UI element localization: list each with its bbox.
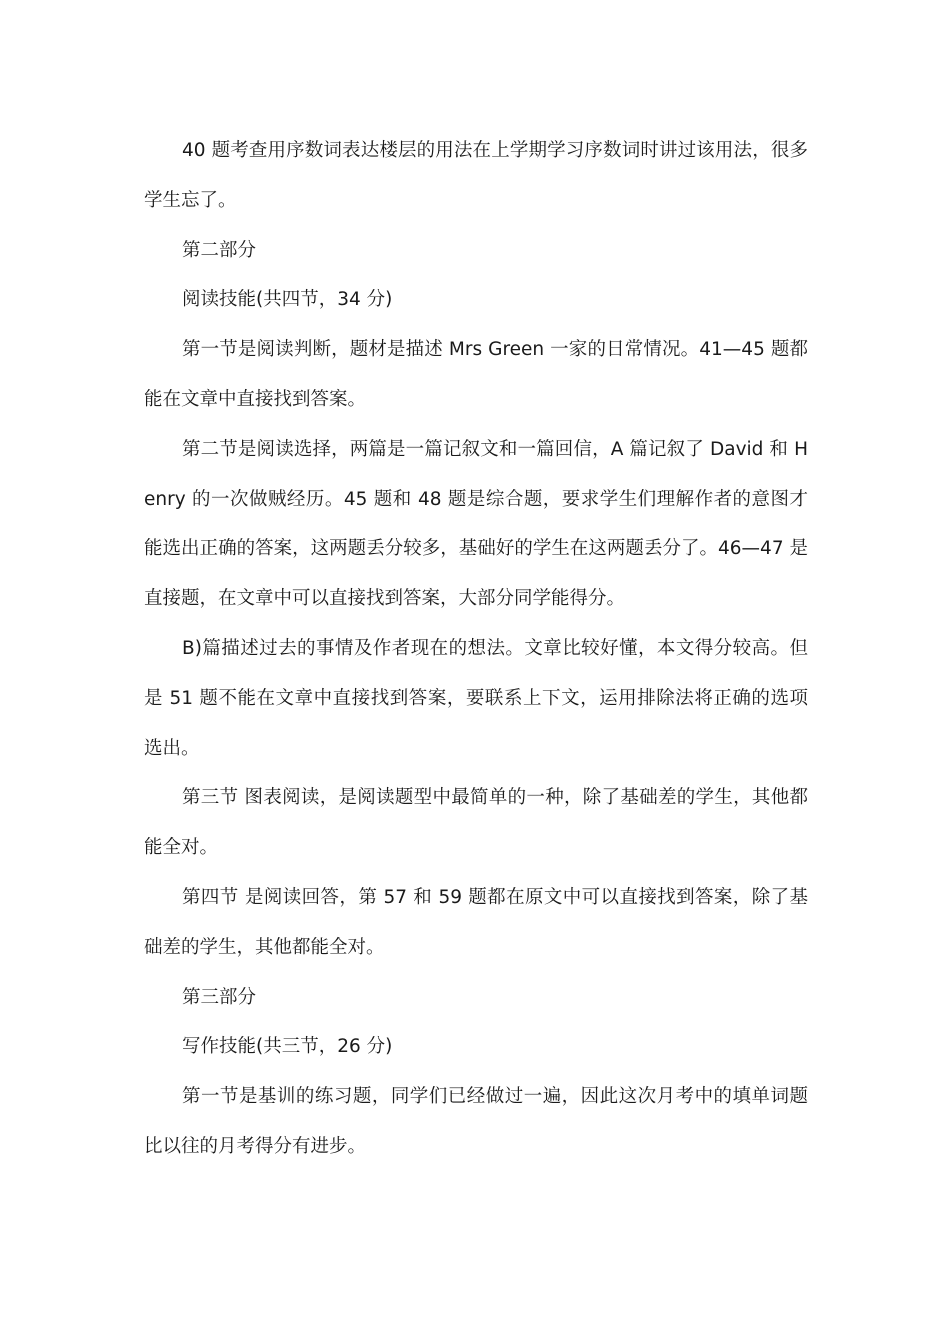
- section-heading-part-two: 第二部分: [182, 239, 257, 261]
- paragraph-reading-section-three: 第三节 图表阅读，是阅读题型中最简单的一种，除了基础差的学生，其他都能全对。: [144, 787, 808, 859]
- paragraph-reading-section-four: 第四节 是阅读回答，第 57 和 59 题都在原文中可以直接找到答案，除了基础差的学生，其他都能全对。: [144, 886, 808, 958]
- paragraph-passage-b: B)篇描述过去的事情及作者现在的想法。文章比较好懂，本文得分较高。但是 51 题不能在文章中直接找到答案，要联系上下文，运用排除法将正确的选项选出。: [144, 637, 808, 759]
- paragraph-writing-section-one: 第一节是基训的练习题，同学们已经做过一遍，因此这次月考中的填单词题比以往的月考得分有进步。: [144, 1086, 808, 1157]
- paragraph-reading-section-two: 第二节是阅读选择，两篇是一篇记叙文和一篇回信，A 篇记叙了 David 和 Henry 的一次做贼经历。45 题和 48 题是综合题，要求学生们理解作者的意图才能选出正确的答案，这两题丢分较多，基础好的学生在这两题丢分了。46—47 是直接题，在文章中可以直接找到答案，大部分同学能得分。: [144, 438, 808, 610]
- paragraph-q40-analysis: 40 题考查用序数词表达楼层的用法在上学期学习序数词时讲过该用法，很多学生忘了。: [144, 140, 808, 211]
- section-heading-reading-skills: 阅读技能(共四节，34 分): [182, 289, 393, 311]
- paragraph-reading-section-one: 第一节是阅读判断，题材是描述 Mrs Green 一家的日常情况。41—45 题都能在文章中直接找到答案。: [144, 339, 808, 410]
- section-heading-writing-skills: 写作技能(共三节，26 分): [182, 1036, 393, 1058]
- section-heading-part-three: 第三部分: [182, 986, 257, 1008]
- document-page: [144, 126, 808, 1172]
